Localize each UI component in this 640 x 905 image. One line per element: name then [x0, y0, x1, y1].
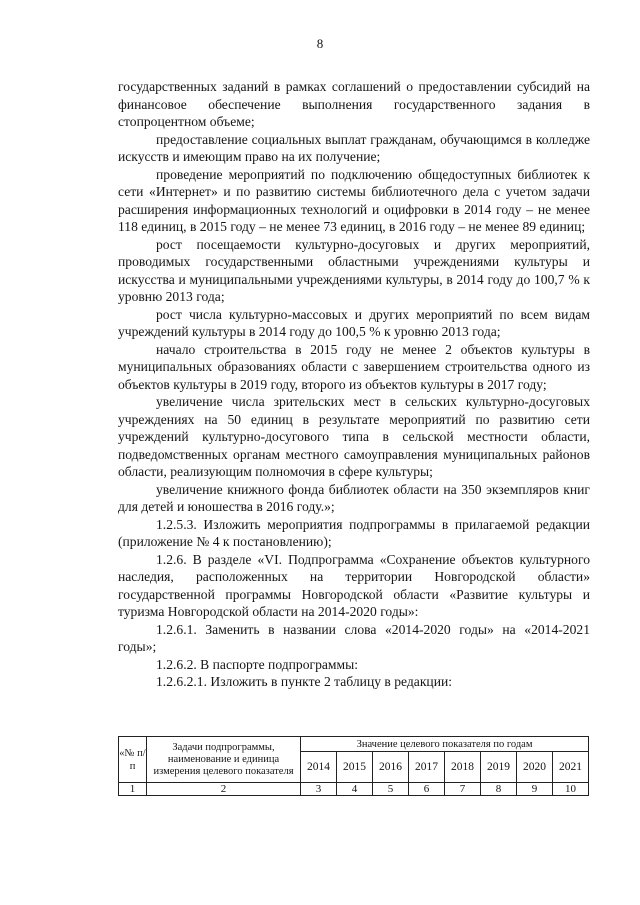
paragraph: государственных заданий в рамках соглашений о предоставлении субсидий на финансовое обеспечение выполнения государственного задания в стопроцентном объеме; — [118, 79, 590, 129]
paragraph: рост посещаемости культурно-досуговых и других мероприятий, проводимых государственными областными учреждениями культуры и искусства и муниципальными учреждениями культуры, в 2014 году до 100,7 % к уровню 2013 года; — [118, 236, 590, 304]
year-header: 2016 — [373, 752, 409, 783]
year-header: 2021 — [553, 752, 589, 783]
column-index: 7 — [445, 783, 481, 796]
paragraph: увеличение числа зрительских мест в сельских культурно-досуговых учреждениях на 50 единиц в результате мероприятий по развитию сети учреждений культурно-досугового типа в сельской местности области, подведомственных органам местного самоуправления муниципальных районов области, реализующим полномочия в сфере культуры; — [118, 394, 590, 479]
paragraph: увеличение книжного фонда библиотек области на 350 экземпляров книг для детей и юношества в 2016 году.»; — [118, 481, 590, 514]
year-header: 2019 — [481, 752, 517, 783]
body-text — [118, 78, 590, 691]
column-index: 10 — [553, 783, 589, 796]
column-header-years-group: Значение целевого показателя по годам — [301, 737, 589, 752]
column-index: 2 — [147, 783, 301, 796]
column-header-number: «№ п/п — [119, 737, 147, 783]
paragraph: проведение мероприятий по подключению общедоступных библиотек к сети «Интернет» и по развитию системы библиотечного дела с учетом задачи расширения информационных технологий и оцифровки в 2014 году – не менее 118 единиц, в 2015 году – не менее 73 единиц, в 2016 году – не менее 89 единиц; — [118, 166, 590, 234]
year-header: 2018 — [445, 752, 481, 783]
table-row — [119, 783, 589, 796]
column-index: 3 — [301, 783, 337, 796]
column-index: 9 — [517, 783, 553, 796]
column-index: 1 — [119, 783, 147, 796]
page-number: 8 — [316, 36, 324, 51]
column-index: 5 — [373, 783, 409, 796]
column-header-task: Задачи подпрограммы, наименование и единица измерения целевого показателя — [147, 737, 301, 783]
paragraph: 1.2.6.2. В паспорте подпрограммы: — [156, 656, 359, 672]
paragraph: 1.2.6. В разделе «VI. Подпрограмма «Сохранение объектов культурного наследия, расположенных на территории Новгородской области» государственной программы Новгородской области «Развитие культуры и туризма Новгородской области на 2014-2020 годы»: — [118, 551, 590, 619]
paragraph: рост числа культурно-массовых и других мероприятий по всем видам учреждений культуры в 2014 году до 100,5 % к уровню 2013 года; — [118, 306, 590, 339]
paragraph: 1.2.5.3. Изложить мероприятия подпрограммы в прилагаемой редакции (приложение № 4 к постановлению); — [118, 516, 590, 549]
year-header: 2015 — [337, 752, 373, 783]
column-index: 8 — [481, 783, 517, 796]
column-index: 6 — [409, 783, 445, 796]
column-index: 4 — [337, 783, 373, 796]
year-header: 2020 — [517, 752, 553, 783]
paragraph: 1.2.6.1. Заменить в названии слова «2014-2020 годы» на «2014-2021 годы»; — [118, 621, 590, 654]
paragraph: предоставление социальных выплат гражданам, обучающимся в колледже искусств и имеющим право на их получение; — [118, 131, 590, 164]
paragraph: начало строительства в 2015 году не менее 2 объектов культуры в муниципальных образованиях области с завершением строительства одного из объектов культуры в 2019 году, второго из объектов культуры в 2017 году; — [118, 341, 590, 392]
year-header: 2017 — [409, 752, 445, 783]
year-header: 2014 — [301, 752, 337, 783]
goal-indicators-table — [118, 736, 589, 796]
paragraph: 1.2.6.2.1. Изложить в пункте 2 таблицу в редакции: — [156, 674, 453, 689]
